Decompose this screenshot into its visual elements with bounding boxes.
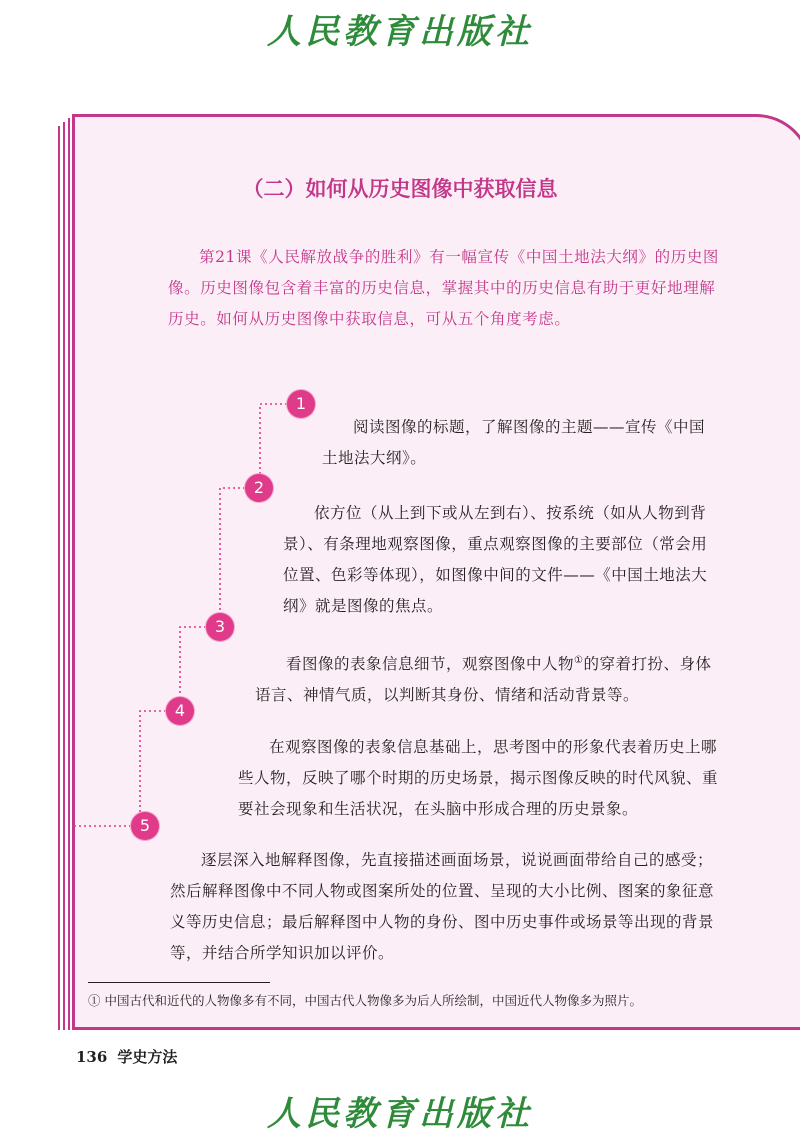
step-badge-3: 3 <box>206 613 234 641</box>
step-1-text: 阅读图像的标题，了解图像的主题——宣传《中国土地法大纲》。 <box>322 418 706 467</box>
step-5-text: 逐层深入地解释图像，先直接描述画面场景，说说画面带给自己的感受；然后解释图像中不同人物或图案所处的位置、呈现的大小比例、图案的象征意义等历史信息；最后解释图中人物的身份、图中历史事件或场景等出现的背景等，并结合所学知识加以评价。 <box>170 851 715 962</box>
step-3-text-a: 看图像的表象信息细节，观察图像中人物 <box>286 655 575 674</box>
section-title: （二）如何从历史图像中获取信息 <box>242 177 558 201</box>
step-3-text-b: 的穿着打扮、身体语言、神情气质，以判断其身份、情绪和活动背景等。 <box>255 655 712 705</box>
publisher-logo-top: 人民教育出版社 <box>267 12 533 52</box>
step-badge-2: 2 <box>245 474 273 502</box>
footnote-rule <box>88 982 270 983</box>
intro-paragraph: 第21课《人民解放战争的胜利》有一幅宣传《中国土地法大纲》的历史图像。历史图像包含着丰富的历史信息，掌握其中的历史信息有助于更好地理解历史。如何从历史图像中获取信息，可从五个角度考虑。 <box>168 248 720 328</box>
step-4-text: 在观察图像的表象信息基础上，思考图中的形象代表着历史上哪些人物，反映了哪个时期的历史场景，揭示图像反映的时代风貌、重要社会现象和生活状况，在头脑中形成合理的历史景象。 <box>238 738 719 818</box>
step-3-text <box>255 645 715 711</box>
publisher-logo-bottom: 人民教育出版社 <box>267 1094 533 1134</box>
step-2-text: 依方位（从上到下或从左到右）、按系统（如从人物到背景）、有条理地观察图像，重点观察图像的主要部位（常会用位置、色彩等体现），如图像中间的文件——《中国土地法大纲》就是图像的焦点。 <box>283 504 708 615</box>
step-badge-5: 5 <box>131 812 159 840</box>
page-number: 136 <box>76 1048 108 1066</box>
footnote-mark[interactable]: ① <box>574 655 584 666</box>
footnote: ① 中国古代和近代的人物像多有不同，中国古代人物像多为后人所绘制，中国近代人物像多为照片。 <box>88 993 642 1008</box>
section-name: 学史方法 <box>117 1048 178 1066</box>
page-footer <box>76 1046 187 1067</box>
step-badge-1: 1 <box>287 390 315 418</box>
step-badge-4: 4 <box>166 697 194 725</box>
